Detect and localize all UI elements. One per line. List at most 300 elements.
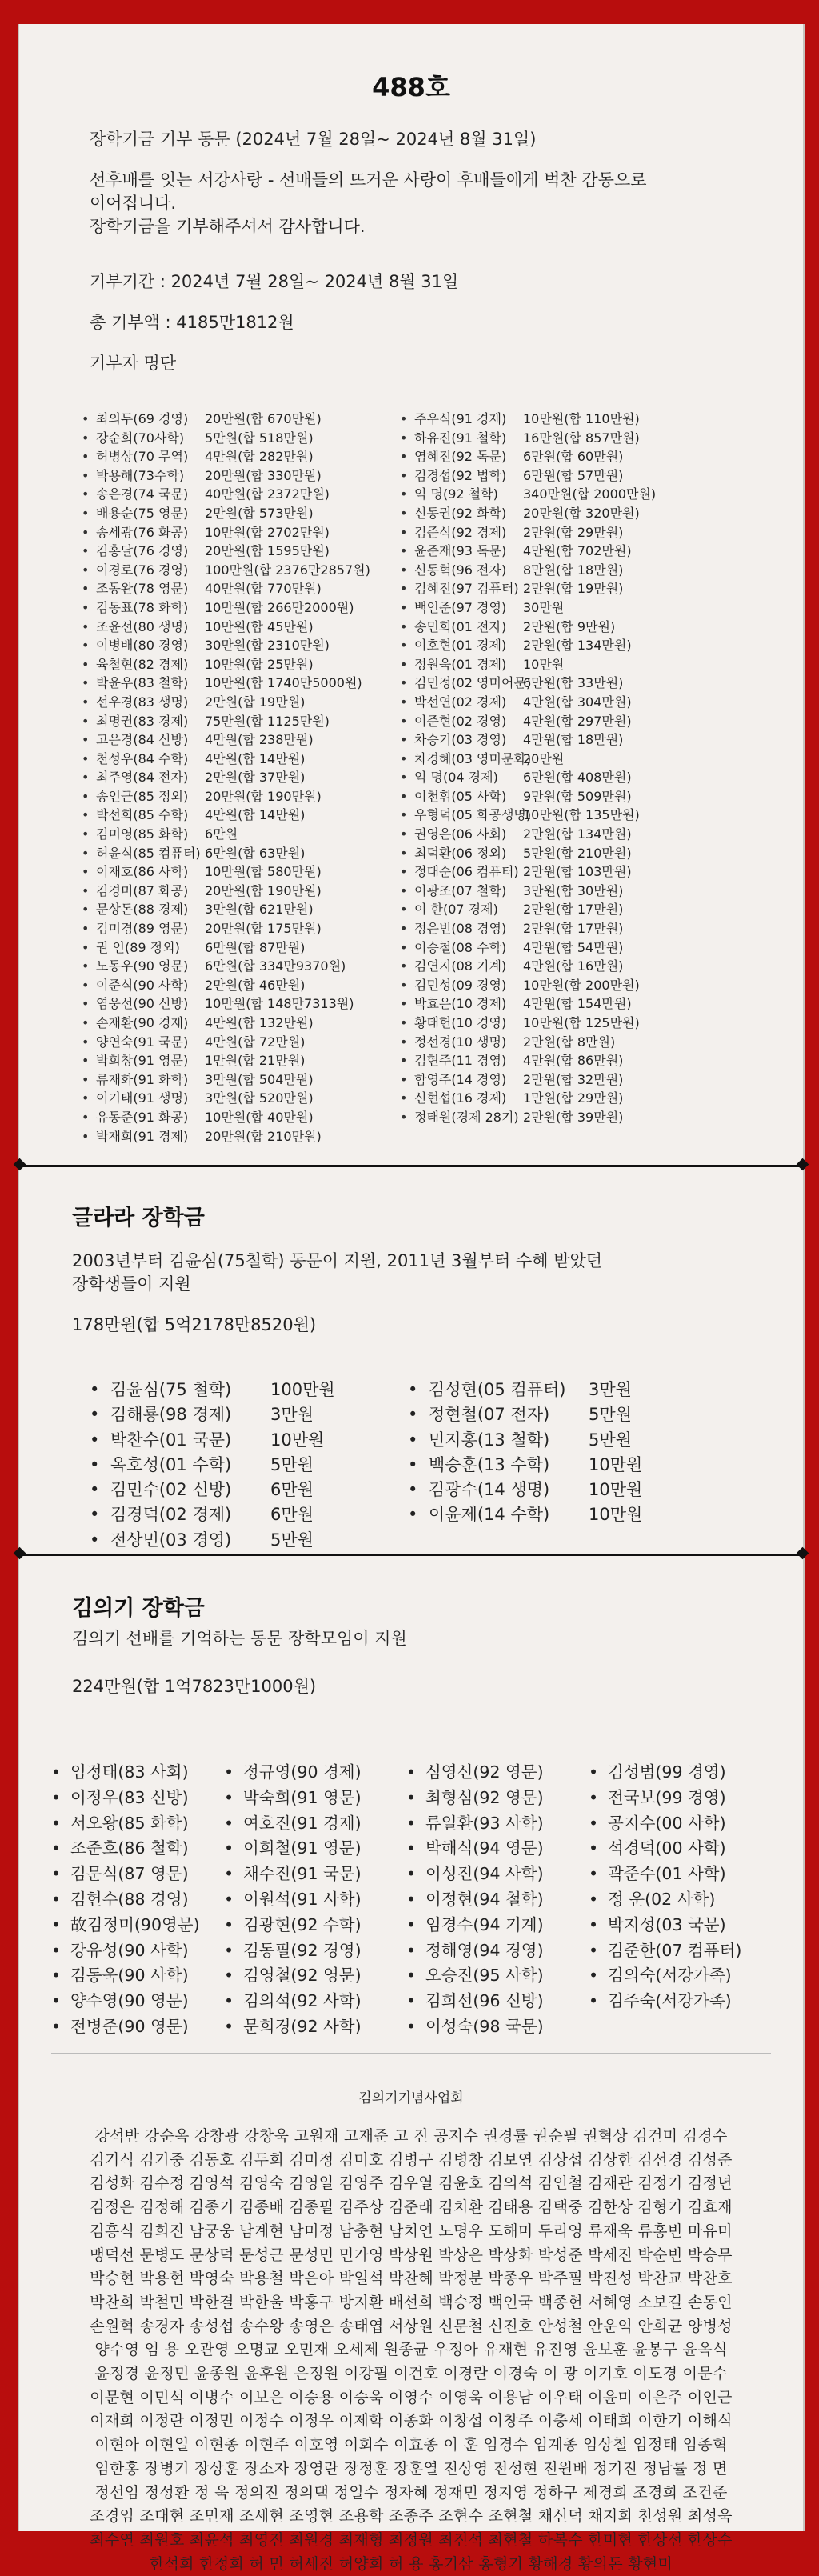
donation-amount: 10만원 bbox=[589, 1505, 643, 1525]
donor-name: 이기태(91 생명) bbox=[96, 1090, 189, 1106]
memorial-names-line: 김정은 김정해 김종기 김종배 김종필 김주상 김준래 김치환 김태용 김택중 김한상 김형기 김효재 bbox=[90, 2198, 733, 2217]
donor-name: 이승철(08 수학) bbox=[414, 939, 507, 955]
donation-amount: 5만원 bbox=[589, 1405, 632, 1425]
donation-amount: 5만원 bbox=[270, 1454, 314, 1474]
donation-amount: 5만원(합 518만원) bbox=[205, 430, 314, 446]
donor-item bbox=[400, 1033, 656, 1052]
donor-name: 이재호(86 사학) bbox=[96, 864, 189, 880]
donor-name: 권 인(89 정외) bbox=[96, 939, 180, 955]
donor-item bbox=[82, 1033, 370, 1052]
intro-heading: 장학기금 기부 동문 (2024년 7월 28일~ 2024년 8월 31일) bbox=[90, 130, 537, 149]
kim-donor-item: • 박숙희(91 영문) bbox=[224, 1786, 362, 1811]
donation-amount: 20만원(합 330만원) bbox=[205, 467, 322, 483]
donor-item bbox=[82, 429, 370, 448]
donor-item bbox=[400, 523, 656, 542]
donor-name: 김경덕(02 경제) bbox=[110, 1505, 232, 1525]
kim-donor-item: • 김희선(96 신방) bbox=[406, 1989, 544, 2014]
donation-amount: 10만원(합 200만원) bbox=[523, 977, 640, 993]
donor-item bbox=[82, 693, 370, 712]
donor-item bbox=[400, 447, 656, 466]
kim-donor-item: • 김준한(07 컴퓨터) bbox=[589, 1938, 741, 1964]
donor-item bbox=[82, 750, 370, 769]
memorial-names-line: 한석희 한정희 허 민 허세진 허양희 허 용 홍기삼 홍형기 황해경 황의돈 황현미 bbox=[149, 2554, 673, 2573]
donor-name: 신동권(92 화학) bbox=[414, 505, 507, 521]
donor-name: 이준식(90 사학) bbox=[96, 977, 189, 993]
donor-item bbox=[400, 542, 656, 561]
memorial-names-line: 최수연 최원호 최윤석 최영진 최원경 최재형 최정원 최진석 최현철 하복수 한미현 한상선 한상수 bbox=[90, 2530, 733, 2549]
donor-item bbox=[82, 862, 370, 882]
donor-name: 차승기(03 경영) bbox=[414, 732, 507, 748]
donation-amount: 2만원(합 17만원) bbox=[523, 902, 624, 918]
glara-description: 2003년부터 김윤심(75철학) 동문이 지원, 2011년 3월부터 수혜 받았던 장학생들이 지원 bbox=[72, 1251, 603, 1294]
donor-name: 고은경(84 신방) bbox=[96, 732, 189, 748]
kim-donor-item: • 박해식(94 영문) bbox=[406, 1836, 544, 1862]
issue-title: 488호 bbox=[372, 72, 450, 102]
donation-amount: 6만원(합 334만9370원) bbox=[205, 958, 346, 974]
donation-amount: 6만원(합 33만원) bbox=[523, 675, 624, 691]
donation-amount: 4만원(합 154만원) bbox=[523, 996, 632, 1012]
donor-item bbox=[82, 523, 370, 542]
donor-item bbox=[82, 1070, 370, 1090]
donor-name: 함영주(14 경영) bbox=[414, 1071, 507, 1087]
donation-amount: 10만원(합 148만7313원) bbox=[205, 996, 354, 1012]
donor-item bbox=[82, 410, 370, 429]
glara-donor-item bbox=[90, 1378, 335, 1402]
donation-amount: 20만원(합 190만원) bbox=[205, 882, 322, 898]
memorial-names-line: 임한홍 장병기 장상훈 장소자 장영란 장정훈 장훈열 전상영 전성현 전원배 정기진 정남률 정 면 bbox=[94, 2459, 728, 2478]
donor-name: 유동준(91 화공) bbox=[96, 1109, 189, 1125]
donor-item bbox=[400, 712, 656, 731]
kim-donor-item: • 김영철(92 영문) bbox=[224, 1963, 362, 1989]
donation-amount: 10만원(합 580만원) bbox=[205, 864, 322, 880]
donor-name: 최의두(69 경영) bbox=[96, 411, 189, 426]
kim-donor-item: • 여호진(91 경제) bbox=[224, 1811, 362, 1837]
kim-donor-item: • 이정현(94 철학) bbox=[406, 1887, 544, 1913]
donor-item bbox=[82, 1108, 370, 1127]
donor-item bbox=[400, 938, 656, 958]
donor-name: 문상돈(88 경제) bbox=[96, 902, 189, 918]
donor-name: 강순희(70사학) bbox=[96, 430, 185, 446]
donor-name: 김동표(78 화학) bbox=[96, 599, 189, 615]
donor-name: 천성우(84 수학) bbox=[96, 750, 189, 766]
donation-amount: 6만원 bbox=[205, 826, 238, 842]
donor-name: 이광조(07 철학) bbox=[414, 882, 507, 898]
donor-name: 류재화(91 화학) bbox=[96, 1071, 189, 1087]
donor-item bbox=[82, 542, 370, 561]
kim-donor-item: • 심영신(92 영문) bbox=[406, 1760, 544, 1786]
intro-message: 선후배를 잇는 서강사랑 - 선배들의 뜨거운 사랑이 후배들에게 벅찬 감동으로 이어집니다. 장학기금을 기부해주셔서 감사합니다. bbox=[90, 170, 647, 236]
donor-item bbox=[82, 618, 370, 637]
donation-amount: 20만원(합 1595만원) bbox=[205, 543, 330, 559]
donor-name: 김민성(09 경영) bbox=[414, 977, 507, 993]
donor-name: 최주영(84 전자) bbox=[96, 770, 189, 786]
kim-donor-item: • 전병준(90 영문) bbox=[51, 2014, 200, 2040]
donor-item bbox=[82, 598, 370, 618]
donor-item bbox=[400, 750, 656, 769]
kim-donor-item: • 이성진(94 사학) bbox=[406, 1862, 544, 1887]
donor-name: 박효은(10 경제) bbox=[414, 996, 507, 1012]
donation-amount: 2만원(합 19만원) bbox=[523, 581, 624, 597]
donation-amount: 20만원(합 175만원) bbox=[205, 921, 322, 937]
donation-amount: 4만원(합 16만원) bbox=[523, 958, 624, 974]
donor-name: 정은빈(08 경영) bbox=[414, 921, 507, 937]
donation-amount: 5만원 bbox=[589, 1430, 632, 1450]
donor-item bbox=[82, 806, 370, 825]
donor-item bbox=[400, 976, 656, 995]
donor-item bbox=[82, 636, 370, 655]
memorial-names bbox=[53, 2125, 769, 2576]
donation-amount: 10만원 bbox=[270, 1430, 325, 1450]
donation-amount: 20만원(합 320만원) bbox=[523, 505, 640, 521]
donor-item bbox=[400, 561, 656, 580]
donation-amount: 10만원(합 1740만5000원) bbox=[205, 675, 362, 691]
donor-item bbox=[400, 429, 656, 448]
donation-amount: 16만원(합 857만원) bbox=[523, 430, 640, 446]
donor-item bbox=[82, 900, 370, 919]
donor-item bbox=[400, 485, 656, 504]
kim-donor-item: • 이희철(91 영문) bbox=[224, 1836, 362, 1862]
donation-amount: 10만원(합 125만원) bbox=[523, 1015, 640, 1030]
donation-amount: 4만원(합 14만원) bbox=[205, 807, 306, 823]
donation-amount: 9만원(합 509만원) bbox=[523, 788, 632, 804]
kim-donor-item: • 김동욱(90 사학) bbox=[51, 1963, 200, 1989]
donor-name: 양연숙(91 국문) bbox=[96, 1034, 189, 1050]
donation-amount: 6만원(합 87만원) bbox=[205, 939, 306, 955]
donation-amount: 5만원 bbox=[270, 1530, 314, 1550]
donor-item bbox=[400, 862, 656, 882]
donor-name: 김성현(05 컴퓨터) bbox=[429, 1380, 566, 1399]
donor-name: 조윤선(80 생명) bbox=[96, 618, 189, 634]
kim-donor-item: • 공지수(00 사학) bbox=[589, 1811, 741, 1837]
donation-amount: 3만원 bbox=[270, 1405, 314, 1425]
donation-amount: 2만원(합 17만원) bbox=[523, 921, 624, 937]
donor-name: 정대순(06 컴퓨터) bbox=[414, 864, 519, 880]
donor-item bbox=[82, 976, 370, 995]
donation-amount: 10만원 bbox=[589, 1454, 643, 1474]
donation-amount: 20만원(합 210만원) bbox=[205, 1128, 322, 1144]
kim-donor-item: • 김주숙(서강가족) bbox=[589, 1989, 741, 2014]
donation-total: 총 기부액 : 4185만1812원 bbox=[90, 313, 294, 332]
kim-donor-item: • 김헌수(88 경영) bbox=[51, 1887, 200, 1913]
donor-list-title: 기부자 명단 bbox=[90, 354, 177, 373]
donor-name: 염혜진(92 독문) bbox=[414, 449, 507, 465]
memorial-names-line: 이문현 이민석 이병수 이보은 이승용 이승욱 이영수 이영욱 이용남 이우태 이윤미 이은주 이인근 bbox=[90, 2388, 733, 2406]
donor-name: 권영은(06 사회) bbox=[414, 826, 507, 842]
donor-item bbox=[400, 806, 656, 825]
donation-amount: 4만원(합 72만원) bbox=[205, 1034, 306, 1050]
kim-donor-item: • 조준호(86 철학) bbox=[51, 1836, 200, 1862]
donation-amount: 100만원(합 2376만2857원) bbox=[205, 562, 370, 578]
donor-item bbox=[82, 485, 370, 504]
glara-title: 글라라 장학금 bbox=[72, 1206, 205, 1230]
kim-title: 김의기 장학금 bbox=[72, 1596, 205, 1621]
donor-item bbox=[82, 1127, 370, 1146]
kim-donor-item: • 류일환(93 사학) bbox=[406, 1811, 544, 1837]
donor-name: 김해룡(98 경제) bbox=[110, 1405, 232, 1425]
donor-name: 우형덕(05 화공생명) bbox=[414, 807, 532, 823]
donation-amount: 10만원(합 135만원) bbox=[523, 807, 640, 823]
donation-amount: 100만원 bbox=[270, 1380, 335, 1399]
donor-name: 김경미(87 화공) bbox=[96, 882, 189, 898]
donor-name: 김미영(85 화학) bbox=[96, 826, 189, 842]
donor-item bbox=[82, 730, 370, 750]
donation-amount: 10만원(합 45만원) bbox=[205, 618, 314, 634]
kim-donor-item: • 이정우(83 신방) bbox=[51, 1786, 200, 1811]
donor-name: 박희창(91 영문) bbox=[96, 1053, 189, 1069]
donor-name: 이천휘(05 사학) bbox=[414, 788, 507, 804]
glara-donor-item bbox=[408, 1402, 642, 1427]
donor-item bbox=[400, 844, 656, 863]
donor-name: 백승훈(13 수학) bbox=[429, 1454, 550, 1474]
kim-donor-item: • 김의석(92 사학) bbox=[224, 1989, 362, 2014]
donor-name: 정태원(경제 28기) bbox=[414, 1109, 519, 1125]
donor-item bbox=[82, 768, 370, 787]
donation-amount: 10만원 bbox=[523, 656, 565, 672]
donor-name: 민지홍(13 철학) bbox=[429, 1430, 550, 1450]
donor-name: 전상민(03 경영) bbox=[110, 1530, 232, 1550]
donation-amount: 1만원(합 21만원) bbox=[205, 1053, 306, 1069]
donation-amount: 3만원 bbox=[589, 1380, 632, 1399]
donor-list-right bbox=[400, 410, 656, 1127]
glara-donor-item bbox=[408, 1453, 642, 1478]
donor-name: 박윤우(83 철학) bbox=[96, 675, 189, 691]
donation-amount: 6만원(합 63만원) bbox=[205, 845, 306, 861]
kim-donor-item: • 김의숙(서강가족) bbox=[589, 1963, 741, 1989]
donation-amount: 2만원(합 19만원) bbox=[205, 694, 306, 710]
donor-name: 이윤제(14 수학) bbox=[429, 1505, 550, 1525]
donor-item bbox=[82, 938, 370, 958]
donor-item bbox=[400, 825, 656, 844]
glara-donor-item bbox=[408, 1478, 642, 1502]
donor-item bbox=[82, 674, 370, 693]
kim-donor-item: • 임정태(83 사회) bbox=[51, 1760, 200, 1786]
donation-amount: 10만원(합 266만2000원) bbox=[205, 599, 354, 615]
donation-amount: 2만원(합 103만원) bbox=[523, 864, 632, 880]
donation-amount: 30만원 bbox=[523, 599, 565, 615]
kim-donor-item: • 양수영(90 영문) bbox=[51, 1989, 200, 2014]
donor-item bbox=[400, 410, 656, 429]
donor-item bbox=[82, 957, 370, 976]
donor-name: 선우경(83 생명) bbox=[96, 694, 189, 710]
donor-name: 김연지(08 기계) bbox=[414, 958, 507, 974]
donor-name: 노동우(90 영문) bbox=[96, 958, 189, 974]
donor-name: 송세광(76 화공) bbox=[96, 524, 189, 540]
donation-amount: 4만원(합 282만원) bbox=[205, 449, 314, 465]
donor-name: 손재환(90 경제) bbox=[96, 1015, 189, 1030]
donor-item bbox=[82, 919, 370, 938]
kim-donor-item: • 문희경(92 사학) bbox=[224, 2014, 362, 2040]
kim-donor-item: • 강유성(90 사학) bbox=[51, 1938, 200, 1964]
donor-list-left bbox=[82, 410, 370, 1146]
donor-item bbox=[400, 693, 656, 712]
donation-amount: 2만원(합 29만원) bbox=[523, 524, 624, 540]
donor-name: 하유진(91 철학) bbox=[414, 430, 507, 446]
donation-amount: 3만원(합 520만원) bbox=[205, 1090, 314, 1106]
kim-donor-item: • 故김정미(90영문) bbox=[51, 1913, 200, 1938]
donor-item bbox=[400, 618, 656, 637]
donor-name: 허병상(70 무역) bbox=[96, 449, 189, 465]
donor-name: 옥호성(01 수학) bbox=[110, 1454, 232, 1474]
donor-item bbox=[400, 674, 656, 693]
donor-name: 배용순(75 영문) bbox=[96, 505, 189, 521]
donor-name: 이호현(01 경제) bbox=[414, 638, 507, 654]
donor-name: 윤준재(93 독문) bbox=[414, 543, 507, 559]
donation-amount: 4만원(합 297만원) bbox=[523, 713, 632, 729]
donation-amount: 4만원(합 132만원) bbox=[205, 1015, 314, 1030]
donor-name: 김현주(11 경영) bbox=[414, 1053, 507, 1069]
donor-item bbox=[400, 655, 656, 674]
donation-amount: 2만원(합 37만원) bbox=[205, 770, 306, 786]
memorial-names-line: 양수영 엄 용 오관영 오명교 오민재 오세제 원종균 우정아 유재현 유진영 윤보훈 윤봉구 윤옥식 bbox=[94, 2341, 728, 2359]
donation-amount: 4만원(합 18만원) bbox=[523, 732, 624, 748]
donation-amount: 2만원(합 134만원) bbox=[523, 826, 632, 842]
donor-item bbox=[400, 1014, 656, 1033]
section-divider bbox=[19, 1165, 803, 1167]
donor-name: 염웅선(90 신방) bbox=[96, 996, 189, 1012]
donor-name: 조동완(78 영문) bbox=[96, 581, 189, 597]
donor-item bbox=[400, 1051, 656, 1070]
memorial-names-line: 이현아 이현일 이현종 이현주 이호영 이회수 이효종 이 훈 임경수 임계종 임상철 임정태 임종혁 bbox=[94, 2436, 728, 2454]
memorial-divider bbox=[51, 2053, 771, 2054]
donation-amount: 10만원 bbox=[589, 1480, 643, 1500]
donor-name: 익 명(04 경제) bbox=[414, 770, 498, 786]
donor-name: 차경혜(03 영미문화) bbox=[414, 750, 532, 766]
donor-item bbox=[82, 1089, 370, 1108]
glara-total: 178만원(합 5억2178만8520원) bbox=[72, 1315, 317, 1334]
donor-item bbox=[82, 1014, 370, 1033]
glara-donor-item bbox=[408, 1502, 642, 1527]
donor-item bbox=[400, 919, 656, 938]
donation-amount: 40만원(합 770만원) bbox=[205, 581, 322, 597]
kim-donor-item: • 박지성(03 국문) bbox=[589, 1913, 741, 1938]
donor-name: 박찬수(01 국문) bbox=[110, 1430, 232, 1450]
donor-name: 주우식(91 경제) bbox=[414, 411, 507, 426]
donor-item bbox=[400, 636, 656, 655]
donor-name: 김경섭(92 법학) bbox=[414, 467, 507, 483]
glara-donor-item bbox=[408, 1428, 642, 1453]
donation-amount: 8만원(합 18만원) bbox=[523, 562, 624, 578]
donor-item bbox=[400, 900, 656, 919]
donation-amount: 20만원(합 190만원) bbox=[205, 788, 322, 804]
donor-name: 황태헌(10 경영) bbox=[414, 1015, 507, 1030]
donation-amount: 2만원(합 39만원) bbox=[523, 1109, 624, 1125]
donation-amount: 2만원(합 46만원) bbox=[205, 977, 306, 993]
donor-name: 김민수(02 신방) bbox=[110, 1480, 232, 1500]
donor-name: 육철현(82 경제) bbox=[96, 656, 189, 672]
glara-donor-item bbox=[90, 1428, 335, 1453]
donor-name: 최덕환(06 정외) bbox=[414, 845, 507, 861]
donation-amount: 2만원(합 134만원) bbox=[523, 638, 632, 654]
donation-amount: 20만원 bbox=[523, 750, 565, 766]
donation-amount: 4만원(합 702만원) bbox=[523, 543, 632, 559]
glara-donor-item bbox=[90, 1502, 335, 1527]
donor-name: 허윤식(85 컴퓨터) bbox=[96, 845, 201, 861]
memorial-names-line: 정선임 정성환 정 욱 정의진 정의택 정일수 정자혜 정재민 정지영 정하구 제경희 조경희 조건준 bbox=[94, 2483, 728, 2502]
donor-item bbox=[82, 466, 370, 486]
kim-description: 김의기 선배를 기억하는 동문 장학모임이 지원 bbox=[72, 1629, 407, 1648]
donor-item bbox=[400, 1089, 656, 1108]
donor-item bbox=[400, 994, 656, 1014]
donor-item bbox=[400, 787, 656, 806]
donation-amount: 40만원(합 2372만원) bbox=[205, 486, 330, 502]
donation-amount: 6만원 bbox=[270, 1480, 314, 1500]
donation-amount: 10만원(합 40만원) bbox=[205, 1109, 314, 1125]
donor-item bbox=[400, 730, 656, 750]
donor-name: 백인준(97 경영) bbox=[414, 599, 507, 615]
glara-donor-item bbox=[90, 1478, 335, 1502]
donor-item bbox=[400, 957, 656, 976]
newsletter-page bbox=[18, 24, 805, 2573]
memorial-title: 김의기기념사업회 bbox=[358, 2090, 464, 2106]
donor-item bbox=[82, 1051, 370, 1070]
donor-item bbox=[82, 994, 370, 1014]
donation-amount: 4만원(합 238만원) bbox=[205, 732, 314, 748]
memorial-names-line: 김기식 김기중 김동호 김두희 김미정 김미호 김병구 김병창 김보연 김상섭 김상한 김선경 김성준 bbox=[90, 2150, 733, 2169]
donor-name: 송민희(01 전자) bbox=[414, 618, 507, 634]
donor-item bbox=[400, 504, 656, 523]
donor-item bbox=[82, 825, 370, 844]
glara-donor-item bbox=[408, 1378, 642, 1402]
donor-item bbox=[82, 561, 370, 580]
donation-amount: 340만원(합 2000만원) bbox=[523, 486, 657, 502]
memorial-names-line: 맹덕선 문병도 문상덕 문성근 문성민 민가영 박상원 박상은 박상화 박성준 박세진 박순빈 박승무 bbox=[90, 2246, 733, 2264]
donation-amount: 4만원(합 86만원) bbox=[523, 1053, 624, 1069]
donor-name: 최명권(83 경제) bbox=[96, 713, 189, 729]
donor-item bbox=[400, 768, 656, 787]
kim-donor-item: • 김동필(92 경영) bbox=[224, 1938, 362, 1964]
memorial-names-line: 강석반 강순옥 강창광 강창욱 고원재 고재준 고 진 공지수 권경률 권순필 권혁상 김건미 김경수 bbox=[94, 2127, 728, 2145]
donor-name: 김혜진(97 컴퓨터) bbox=[414, 581, 519, 597]
donation-amount: 2만원(합 9만원) bbox=[523, 618, 616, 634]
donor-item bbox=[400, 579, 656, 598]
donor-item bbox=[82, 787, 370, 806]
donor-item bbox=[400, 1108, 656, 1127]
donor-name: 박선연(02 경제) bbox=[414, 694, 507, 710]
donor-name: 정현철(07 전자) bbox=[429, 1405, 550, 1425]
donation-amount: 4만원(합 54만원) bbox=[523, 939, 624, 955]
donor-item bbox=[82, 655, 370, 674]
memorial-names-line: 이재희 이정란 이정민 이정수 이정우 이제학 이종화 이창섭 이창주 이충세 이태희 이한기 이해식 bbox=[90, 2412, 733, 2430]
donation-amount: 10만원(합 110만원) bbox=[523, 411, 640, 426]
donor-item bbox=[400, 1070, 656, 1090]
memorial-names-line: 손원혁 송경자 송성섭 송수왕 송영은 송태엽 서상원 신문철 신진호 안성철 안운익 안희균 양병성 bbox=[90, 2317, 733, 2335]
donor-item bbox=[400, 598, 656, 618]
donor-name: 신현섭(16 경제) bbox=[414, 1090, 507, 1106]
kim-donor-item: • 곽준수(01 사학) bbox=[589, 1862, 741, 1887]
donor-item bbox=[82, 447, 370, 466]
donation-amount: 3만원(합 621만원) bbox=[205, 902, 314, 918]
donor-name: 김민정(02 영미어문) bbox=[414, 675, 532, 691]
donor-name: 박용해(73수학) bbox=[96, 467, 185, 483]
donation-intro bbox=[90, 128, 745, 393]
donor-item bbox=[82, 844, 370, 863]
donation-amount: 30만원(합 2310만원) bbox=[205, 638, 330, 654]
donation-amount: 6만원(합 408만원) bbox=[523, 770, 632, 786]
kim-donor-item: • 석경덕(00 사학) bbox=[589, 1836, 741, 1862]
donor-item bbox=[82, 712, 370, 731]
donor-item bbox=[400, 882, 656, 901]
kim-donor-item: • 김성범(99 경영) bbox=[589, 1760, 741, 1786]
donor-name: 김준식(92 경제) bbox=[414, 524, 507, 540]
donation-amount: 20만원(합 670만원) bbox=[205, 411, 322, 426]
kim-donor-item: • 정 운(02 사학) bbox=[589, 1887, 741, 1913]
donation-period: 기부기간 : 2024년 7월 28일~ 2024년 8월 31일 bbox=[90, 272, 459, 291]
memorial-names-line: 윤정경 윤정민 윤종원 윤후원 은정원 이강필 이건호 이경란 이경숙 이 광 이기호 이도경 이문수 bbox=[94, 2365, 728, 2383]
donor-name: 송인근(85 정외) bbox=[96, 788, 189, 804]
kim-donor-item: • 채수진(91 국문) bbox=[224, 1862, 362, 1887]
kim-donor-item: • 최형심(92 영문) bbox=[406, 1786, 544, 1811]
donor-name: 이병배(80 경영) bbox=[96, 638, 189, 654]
